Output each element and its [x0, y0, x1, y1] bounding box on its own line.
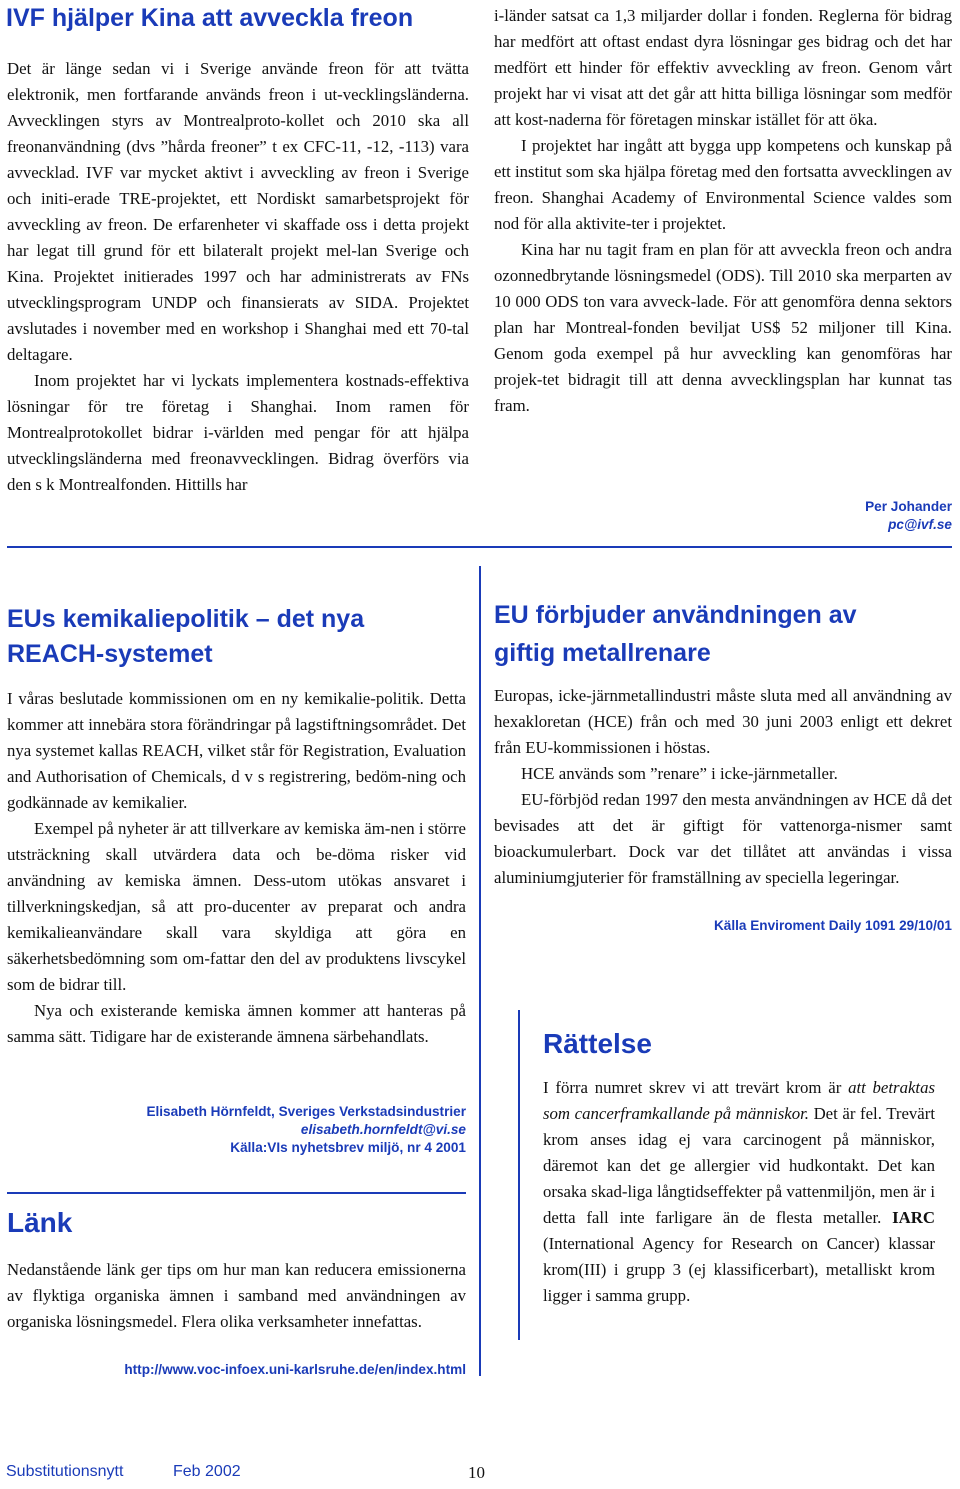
link-text: Nedanstående länk ger tips om hur man kan reducera emissionerna av flyktiga organiska ämnen i samband med användningen av organiska lösningsmedel. Flera olika verksamheter innefattas. [7, 1260, 466, 1331]
article1-email[interactable]: pc@ivf.se [888, 517, 952, 532]
correction-quote: att betraktas som cancerframkallande på människor. [543, 1078, 935, 1123]
article2-title [7, 602, 469, 672]
article1-paragraph: i-länder satsat ca 1,3 miljarder dollar i fonden. Reglerna för bidrag har medfört att oftast endast dyra lösningar ges bidrag och det har medfört ett hinder för effektiv avveckling av freon. Genom vårt projekt har vi visat att det går att hitta billiga lösningar som medför att kost-naderna för företagen minskar istället för att öka. [494, 6, 952, 129]
article1-paragraph: Inom projektet har vi lyckats implementera kostnads-effektiva lösningar för tre företag i Shanghai. Inom ramen för Montrealprotokollet bidrar i-världen med pengar för att hjälpa utvecklingsländerna med freonavvecklingen. Bidrag överförs via den s k Montrealfonden. Hittills har [7, 371, 469, 494]
correction-text [543, 1075, 935, 1309]
footer-page-number: 10 [468, 1463, 485, 1482]
article1-paragraph: I projektet har ingått att bygga upp kompetens och kunskap på ett institut som ska hjälpa företag med den fortsatta avvecklingen av freon. Shanghai Academy of Environmental Science valdes som nod för alla aktivite-ter i projektet. [494, 136, 952, 233]
article3-title-line2: giftig metallrenare [494, 639, 711, 667]
article2-body [7, 686, 466, 1050]
article3-title-line1: EU förbjuder användningen av [494, 601, 857, 629]
article2-source: Källa:VIs nyhetsbrev miljö, nr 4 2001 [230, 1140, 466, 1155]
correction-text-part: (International Agency for Research on Cancer) klassar krom(III) i grupp 3 (ej klassificerbart), metalliskt krom ligger i samma grupp. [543, 1234, 935, 1305]
link-url[interactable]: http://www.voc-infoex.uni-karlsruhe.de/en/index.html [124, 1362, 466, 1377]
article3-paragraph: Europas, icke-järnmetallindustri måste sluta med all användning av hexakloretan (HCE) från och med 30 juni 2003 enligt ett dekret från EU-kommissionen i höstas. [494, 686, 952, 757]
article1-signature [700, 498, 952, 534]
article2-title-line1: EUs kemikaliepolitik – det nya [7, 605, 365, 633]
footer-date: Feb 2002 [173, 1463, 241, 1480]
footer-publication: Substitutionsnytt [6, 1463, 124, 1480]
footer [6, 1463, 566, 1485]
article3-title [494, 596, 952, 672]
article2-paragraph: Exempel på nyheter är att tillverkare av kemiska äm-nen i större utsträckning skall utvärdera data och be-döma risker vid användning av kemiska ämnen. Dess-utom utökas ansvaret i tillverkningskedjan, så att pro-ducenter av preparat och andra kemikalieanvändare skall vara skyldiga att göra en säkerhetsbedömning som om-fattar den del av produktens livscykel som de bidrar till. [7, 819, 466, 994]
article3-paragraph: EU-förbjöd redan 1997 den mesta användningen av HCE då det bevisades att det är giftigt för vattenorga-nismer samt bioackumulerbart. Dock var det tillåtet att användas i vissa aluminiumgjuterier för framställning av speciella legeringar. [494, 790, 952, 887]
link-title: Länk [7, 1207, 73, 1238]
horizontal-divider [7, 546, 952, 548]
article3-source: Källa Enviroment Daily 1091 29/10/01 [713, 918, 952, 933]
article1-paragraph: Kina har nu tagit fram en plan för att avveckla freon och andra ozonnedbrytande lösningsmedel (ODS). Till 2010 ska merparten av 10 000 ODS ton vara avveck-lade. För att genomföra denna sektors plan har Montreal-fonden beviljat US$ 52 miljoner till Kina. Genom goda exempel på hur avveckling kan genomföras har projek-tet bidragit till att denna avvecklingsplan har kunnat tas fram. [494, 240, 952, 415]
article2-paragraph: Nya och existerande kemiska ämnen kommer att hanteras på samma sätt. Tidigare har de existerande ämnena särbehandlats. [7, 1001, 466, 1046]
correction-text-part: Det är fel. Trevärt krom anses idag ej vara carcinogent på människor, däremot kan det ge allergier vid hudkontakt. Det kan orsaka skad-liga långtidseffekter på vattenmiljön, men är i detta fall inte farligare än de flesta metaller. [543, 1104, 935, 1227]
article3-paragraph: HCE används som ”renare” i icke-järnmetaller. [521, 764, 838, 783]
article1-title: IVF hjälper Kina att avveckla freon [6, 4, 414, 32]
article2-title-line2: REACH-systemet [7, 640, 213, 668]
article2-signature [7, 1103, 466, 1157]
article2-email[interactable]: elisabeth.hornfeldt@vi.se [300, 1122, 466, 1137]
article1-column-left [7, 56, 469, 498]
column-divider [479, 566, 481, 1376]
correction-title: Rättelse [543, 1028, 652, 1059]
correction-iarc: IARC [892, 1208, 935, 1227]
article2-author: Elisabeth Hörnfeldt, Sveriges Verkstadsindustrier [146, 1104, 466, 1119]
article1-author: Per Johander [865, 499, 952, 514]
correction-box-border [518, 1010, 520, 1340]
article3-body [494, 683, 952, 891]
article1-paragraph: Det är länge sedan vi i Sverige använde freon för att tvätta elektronik, men fortfarande används freon i ut-vecklingsländerna. Avvecklingen styrs av Montrealproto-kollet och 2010 ska all freonanvändning (dvs ”hårda freoner” t ex CFC-11, -12, -113) vara avvecklad. IVF var mycket aktivt i avveckling av freon i Sverige och initi-erade TRE-projektet, ett Nordiskt samarbetsprojekt för avveckling av freon. De erfarenheter vi skaffade oss i detta projekt har legat till grund för ett bilateralt projekt mel-lan Sverige och Kina. Projektet initierades 1997 och har administrerats av FNs utvecklingsprogram UNDP och finansierats av SIDA. Projektet avslutades i november med en workshop i Shanghai med ett 70-tal deltagare. [7, 59, 469, 364]
article1-column-right [494, 3, 952, 419]
link-divider [7, 1192, 466, 1194]
correction-text-part: I förra numret skrev vi att trevärt krom är [543, 1078, 849, 1097]
article2-paragraph: I våras beslutade kommissionen om en ny kemikalie-politik. Detta kommer att innebära stora förändringar på lagstiftningsområdet. Det nya systemet kallas REACH, vilket står för Registration, Evaluation and Authorisation of Chemicals, d v s registrering, bedöm-ning och godkännade av kemikalier. [7, 689, 466, 812]
